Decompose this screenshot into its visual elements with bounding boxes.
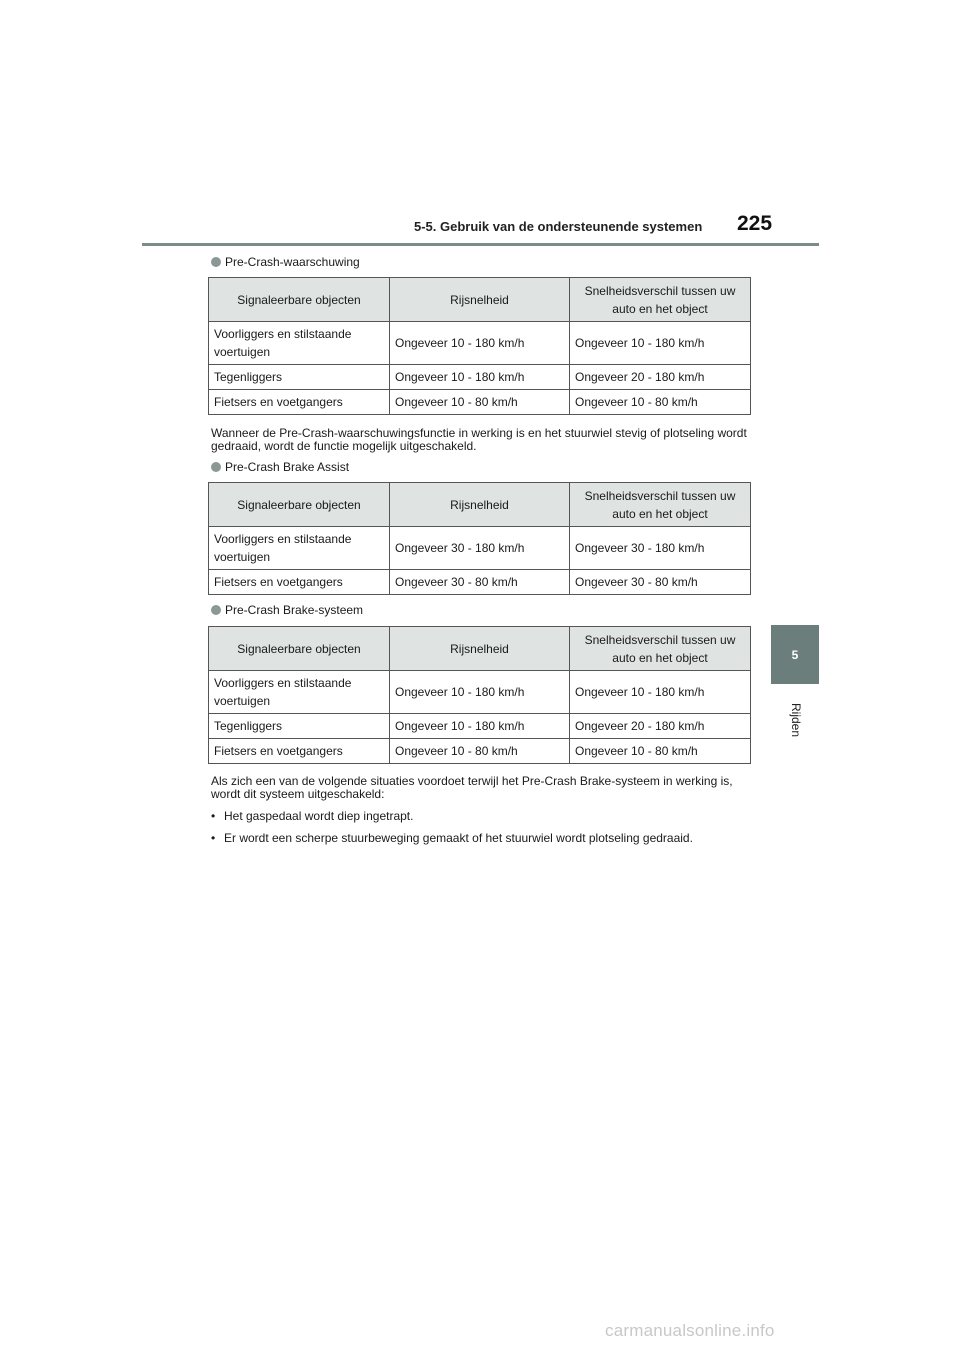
- section-heading-label: Pre-Crash-waarschuwing: [225, 255, 360, 269]
- column-header: Snelheidsverschil tussen uw auto en het object: [570, 627, 751, 671]
- column-header: Rijsnelheid: [390, 483, 570, 527]
- table-cell: Ongeveer 10 - 180 km/h: [390, 322, 570, 365]
- spec-table: [208, 482, 751, 595]
- section-heading: [211, 603, 363, 617]
- list-item: [211, 809, 413, 823]
- section-title: 5-5. Gebruik van de ondersteunende systemen: [414, 219, 703, 234]
- spec-table: [208, 277, 751, 415]
- table-cell: Ongeveer 30 - 80 km/h: [570, 570, 751, 595]
- table-cell: Ongeveer 10 - 180 km/h: [390, 365, 570, 390]
- table-row: [209, 714, 751, 739]
- bullet-icon: [211, 462, 221, 472]
- table-cell: Tegenliggers: [209, 714, 390, 739]
- column-header: Signaleerbare objecten: [209, 627, 390, 671]
- table-cell: Ongeveer 10 - 180 km/h: [390, 671, 570, 714]
- table-cell: Fietsers en voetgangers: [209, 390, 390, 415]
- table-row: [209, 671, 751, 714]
- table-row: [209, 570, 751, 595]
- table-cell: Ongeveer 20 - 180 km/h: [570, 714, 751, 739]
- table-cell: Ongeveer 30 - 180 km/h: [570, 527, 751, 570]
- table-cell: Ongeveer 10 - 80 km/h: [570, 390, 751, 415]
- bullet-icon: [211, 605, 221, 615]
- table-cell: Ongeveer 10 - 180 km/h: [570, 671, 751, 714]
- table-cell: Fietsers en voetgangers: [209, 570, 390, 595]
- list-item-text: Het gaspedaal wordt diep ingetrapt.: [224, 809, 414, 823]
- section-heading-label: Pre-Crash Brake-systeem: [225, 603, 364, 617]
- list-bullet: •: [211, 831, 216, 845]
- column-header: Signaleerbare objecten: [209, 483, 390, 527]
- table-cell: Fietsers en voetgangers: [209, 739, 390, 764]
- column-header: Snelheidsverschil tussen uw auto en het object: [570, 278, 751, 322]
- table-row: [209, 739, 751, 764]
- section-note: Als zich een van de volgende situaties voordoet terwijl het Pre-Crash Brake-systeem in werking is, wordt dit systeem uitgeschakeld:: [211, 774, 733, 801]
- table-cell: Ongeveer 10 - 180 km/h: [390, 714, 570, 739]
- chapter-label: Rijden: [789, 702, 803, 738]
- column-header: Signaleerbare objecten: [209, 278, 390, 322]
- table-header-row: [209, 483, 751, 527]
- table-row: [209, 390, 751, 415]
- spec-table: [208, 626, 751, 764]
- section-heading: [211, 255, 360, 269]
- column-header: Snelheidsverschil tussen uw auto en het object: [570, 483, 751, 527]
- table-cell: Voorliggers en stilstaande voertuigen: [209, 671, 390, 714]
- table-cell: Ongeveer 10 - 80 km/h: [390, 739, 570, 764]
- table-cell: Ongeveer 10 - 80 km/h: [390, 390, 570, 415]
- bullet-icon: [211, 257, 221, 267]
- section-heading: [211, 460, 349, 474]
- list-item-text: Er wordt een scherpe stuurbeweging gemaakt of het stuurwiel wordt plotseling gedraaid.: [224, 831, 693, 845]
- list-item: [211, 831, 693, 845]
- column-header: Rijsnelheid: [390, 278, 570, 322]
- table-row: [209, 365, 751, 390]
- list-bullet: •: [211, 809, 216, 823]
- table-cell: Ongeveer 20 - 180 km/h: [570, 365, 751, 390]
- column-header: Rijsnelheid: [390, 627, 570, 671]
- table-cell: Ongeveer 10 - 80 km/h: [570, 739, 751, 764]
- table-cell: Ongeveer 10 - 180 km/h: [570, 322, 751, 365]
- table-cell: Tegenliggers: [209, 365, 390, 390]
- header-rule: [142, 243, 819, 246]
- table-cell: Ongeveer 30 - 180 km/h: [390, 527, 570, 570]
- watermark: carmanualsonline.info: [605, 1321, 775, 1340]
- table-cell: Voorliggers en stilstaande voertuigen: [209, 527, 390, 570]
- table-header-row: [209, 278, 751, 322]
- section-heading-label: Pre-Crash Brake Assist: [225, 460, 350, 474]
- chapter-tab: 5: [771, 625, 819, 684]
- table-row: [209, 527, 751, 570]
- table-cell: Voorliggers en stilstaande voertuigen: [209, 322, 390, 365]
- table-cell: Ongeveer 30 - 80 km/h: [390, 570, 570, 595]
- section-note: Wanneer de Pre-Crash-waarschuwingsfunctie in werking is en het stuurwiel stevig of plotseling wordt gedraaid, wordt de functie mogelijk uitgeschakeld.: [211, 426, 747, 453]
- table-row: [209, 322, 751, 365]
- page-number: 225: [737, 212, 773, 235]
- table-header-row: [209, 627, 751, 671]
